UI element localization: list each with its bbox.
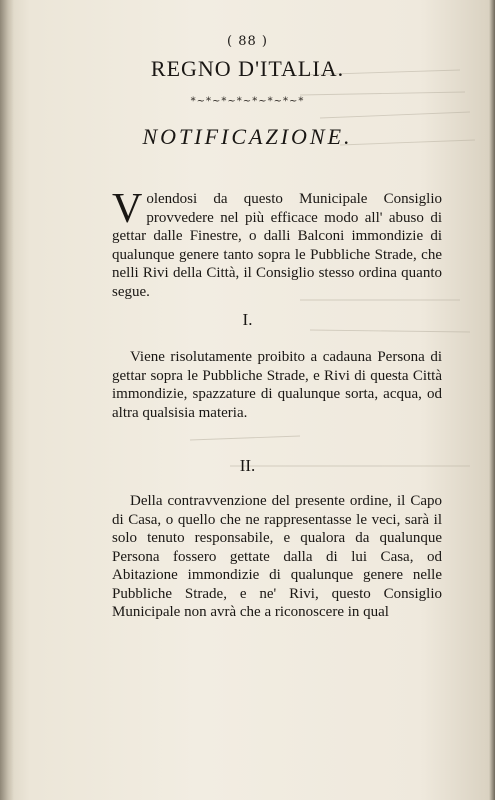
- drop-cap: V: [112, 186, 143, 232]
- page-number: ( 88 ): [227, 34, 268, 49]
- header-title: REGNO D'ITALIA.: [150, 56, 345, 81]
- intro-paragraph: [112, 186, 442, 301]
- section-2-text: Della contravvenzione del presente ordine, il Capo di Casa, o quello che ne rappresentasse le veci, sarà il solo tenuto responsabile, e qualora da qualunque Persona fossero gettate dalla di lui Casa, od Abitazione immondizie di qualunque genere nelle Pubbliche Strade, e ne' Rivi, questo Consiglio Municipale non avrà che a riconoscere in qual: [112, 493, 442, 620]
- section-1-text: Viene risolutamente proibito a cadauna Persona di gettar sopra le Pubbliche Strade, e Rivi di questa Città immondizie, spazzature di qualunque sorta, acqua, od altra qualsisia materia.: [112, 349, 442, 421]
- page-gutter-shadow: [0, 0, 14, 800]
- intro-paragraph-text: olendosi da questo Municipale Consiglio provvedere nel più efficace modo all' abuso di gettar dalle Finestre, o dalli Balconi immondizie di qualunque genere tanto sopra le Pubbliche Strade, che nelli Rivi della Città, il Consiglio stesso ordina quanto segue.: [112, 191, 442, 300]
- notice-title: NOTIFICAZIONE.: [142, 124, 353, 149]
- section-number-1: I.: [242, 310, 253, 329]
- section-number-2: II.: [239, 456, 256, 475]
- ornament-divider: *~*~*~*~*~*~*~*: [190, 96, 305, 107]
- page-right-edge: [489, 0, 495, 800]
